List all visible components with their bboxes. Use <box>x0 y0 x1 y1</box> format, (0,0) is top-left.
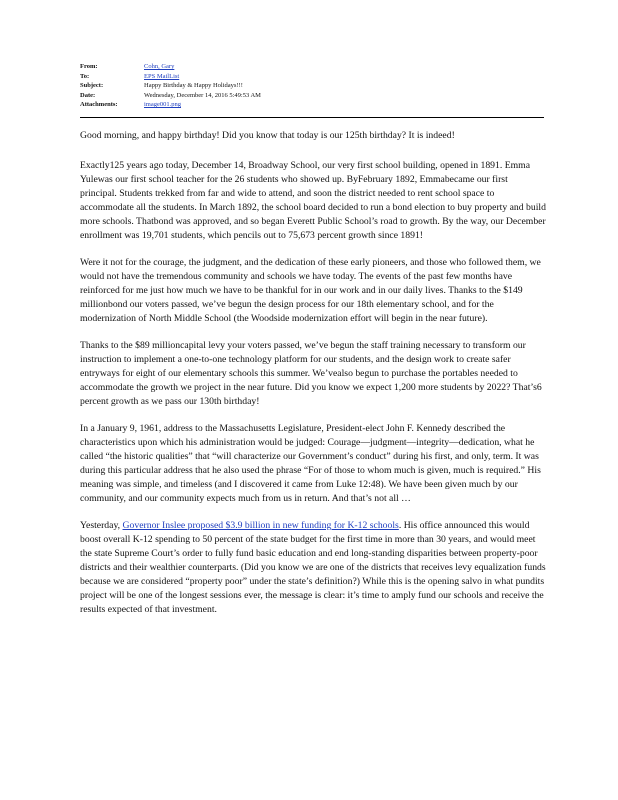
date-row <box>80 91 261 101</box>
subject-label: Subject: <box>80 82 104 90</box>
date-label: Date: <box>80 91 96 99</box>
header-divider <box>80 117 544 118</box>
paragraph-levy: Thanks to the $89 millioncapital levy your voters passed, we’ve begun the staff training necessary to transform our instruction to implement a one-to-one technology platform for our students, and the design work to create safer entryways for eight of our elementary schools this summer. We’vealso begun to purchase the portables needed to accommodate the growth we project in the near future. Did you know we expect 1,200 more students by 2022? That’s6 percent growth as we pass our 130th birthday! <box>80 340 542 407</box>
email-header <box>80 62 261 110</box>
subject-value: Happy Birthday & Happy Holidays!!! <box>144 82 243 90</box>
to-value-link[interactable]: EPS MailList <box>144 72 180 80</box>
paragraph-kennedy: In a January 9, 1961, address to the Massachusetts Legislature, President-elect John F. Kennedy described the characteristics upon which his administration would be judged: Courage—judgment—integrity—dedication, what he called “the historic qualities” that “will characterize our Government’s conduct” during his first, and only, term. It was during this particular address that he also used the phrase “For of those to whom much is given, much is required.” His meaning was simple, and timeless (and I discovered it came from Luke 12:48). We have been given much by our community, and our community expects much from us in return. And that’s not all … <box>80 423 541 504</box>
from-row <box>80 62 261 72</box>
attachments-row <box>80 100 261 110</box>
subject-row <box>80 81 261 91</box>
paragraph-courage: Were it not for the courage, the judgment, and the dedication of these early pioneers, and those who followed them, we would not have the tremendous community and schools we have today. The events of the past few months have reinforced for me just how much we have to be thankful for in our work and in our daily lives. Thanks to the $149 millionbond our voters passed, we’ve begun the design process for our 18th elementary school, and for the modernization of North Middle School (the Woodside modernization effort will begin in the near future). <box>80 257 541 324</box>
from-value-link[interactable]: Cohn, Gary <box>144 63 175 70</box>
email-body <box>80 129 546 630</box>
paragraph-governor <box>80 519 546 617</box>
attachment-link[interactable]: image001.png <box>144 101 182 109</box>
paragraph-governor-prefix: Yesterday, <box>80 520 123 531</box>
attachments-label: Attachments: <box>80 101 118 109</box>
paragraph-history: Exactly125 years ago today, December 14, Broadway School, our very first school building, opened in 1891. Emma Yulewas our first school teacher for the 26 students who showed up. ByFebruary 1892, Emmabecame our first principal. Students trekked from far and wide to attend, and soon the district needed to rent school space to accommodate all the students. In March 1892, the school board decided to run a bond election to buy property and build more schools. Thatbond was approved, and so began Everett Public School’s road to growth. By the way, our December enrollment was 19,701 students, which pencils out to 75,673 percent growth since 1891! <box>80 160 546 241</box>
from-label: From: <box>80 63 98 70</box>
paragraph-greeting: Good morning, and happy birthday! Did you know that today is our 125th birthday? It is indeed! <box>80 130 455 141</box>
date-value: Wednesday, December 14, 2016 5:49:53 AM <box>144 91 261 99</box>
to-label: To: <box>80 72 90 80</box>
governor-funding-link[interactable]: Governor Inslee proposed $3.9 billion in new funding for K-12 schools <box>122 520 399 531</box>
paragraph-governor-rest: . His office announced this would boost overall K-12 spending to 50 percent of the state budget for the first time in more than 30 years, and would meet the state Supreme Court’s order to fully fund basic education and end long-standing disparities between property-poor districts and their wealthier counterparts. (Did you know we are one of the districts that receives levy equalization funds because we are considered “property poor” under the state’s definition?) While this is the opening salvo in what pundits project will be one of the longest sessions ever, the message is clear: it’s time to amply fund our schools and receive the results expected of that investment. <box>80 520 546 615</box>
to-row <box>80 72 261 82</box>
